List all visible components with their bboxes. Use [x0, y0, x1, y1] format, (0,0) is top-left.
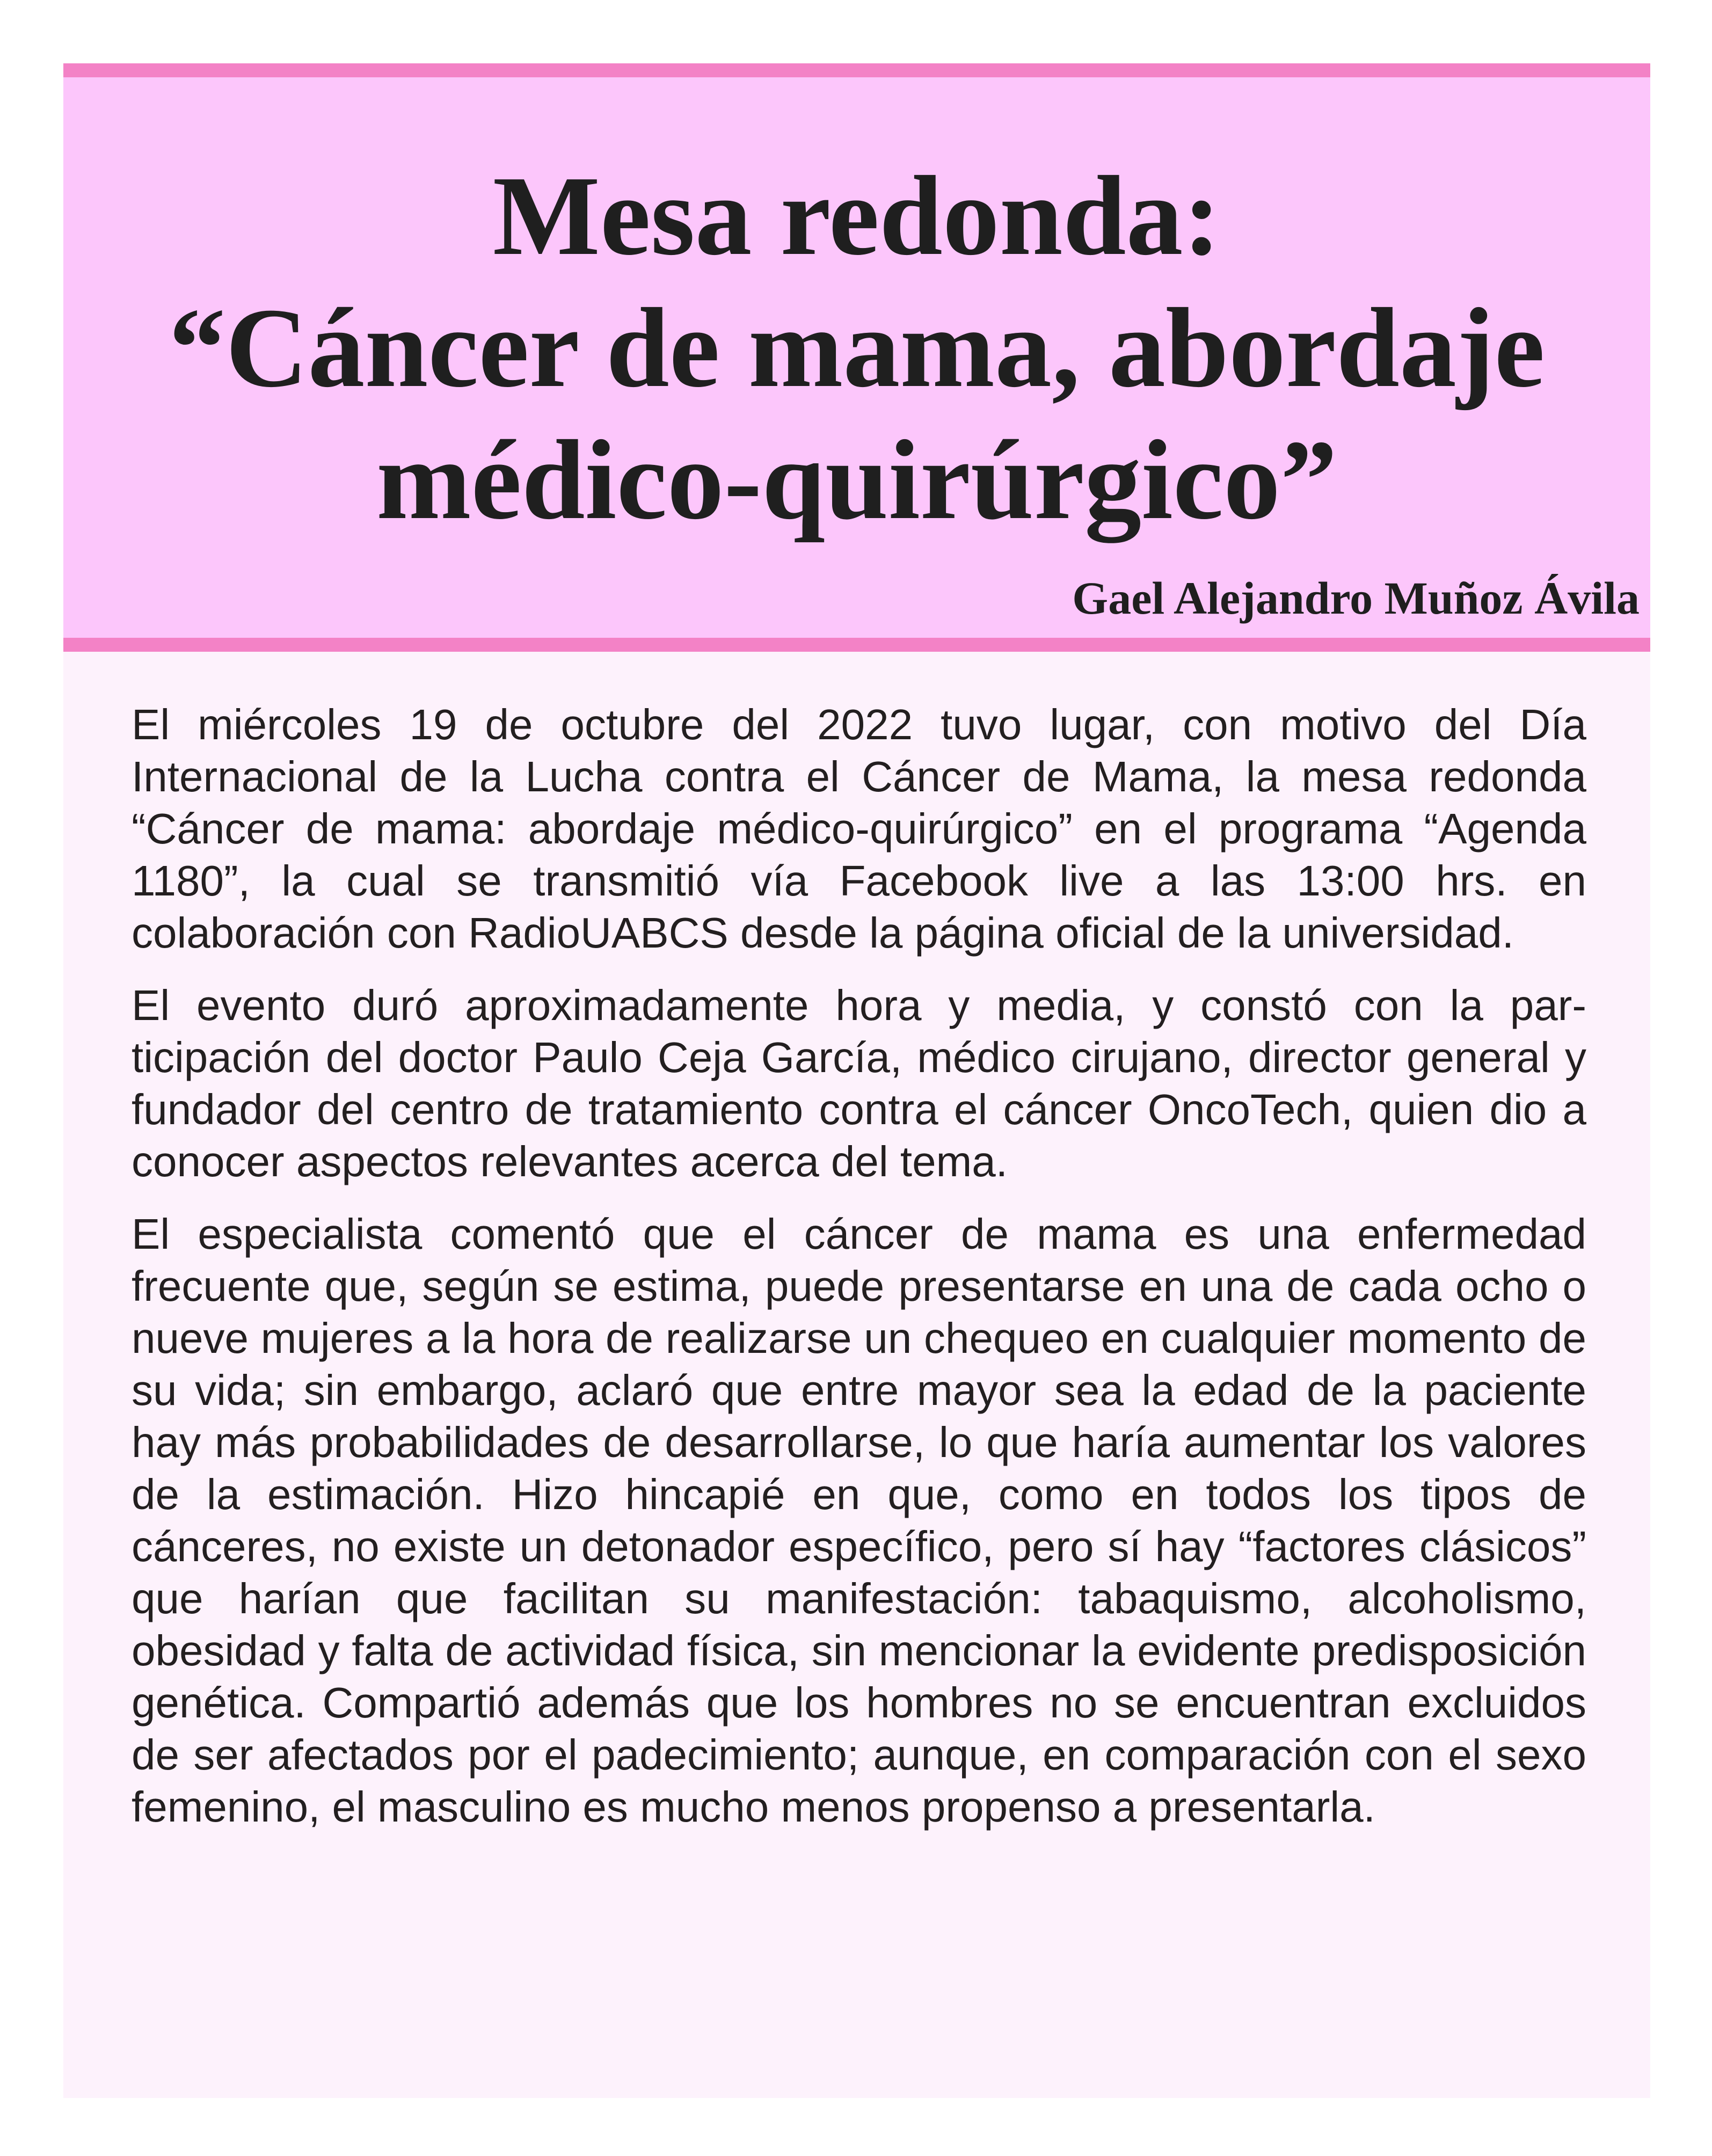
article-body [132, 698, 1586, 1853]
top-divider [63, 63, 1650, 77]
article-page [63, 63, 1650, 2098]
author-byline: Gael Alejandro Muñoz Ávila [1072, 572, 1640, 624]
title-banner [63, 77, 1650, 638]
paragraph: El miércoles 19 de octubre del 2022 tuvo lugar, con motivo del Día Internacional de la Lucha contra el Cáncer de Mama, la mesa redonda “Cáncer de mama: abordaje médico-quirúrgico” en el programa “Agenda 1180”, la cual se transmitió vía Facebook live a las 13:00 hrs. en colaboración con RadioUABCS desde la página oficial de la universidad. [132, 701, 1586, 957]
title-line: médico-quirúrgico” [376, 417, 1337, 543]
article-title [63, 150, 1650, 546]
bottom-divider [63, 638, 1650, 652]
paragraph: El evento duró aproximadamente hora y media, y constó con la participación del doctor Paulo Ceja García, médico cirujano, director general y fundador del centro de tratamiento contra el cáncer OncoTech, quien dio a conocer aspectos relevantes acerca del tema. [132, 981, 1586, 1185]
title-line: Mesa redonda: [492, 152, 1221, 279]
paragraph: El especialista comentó que el cáncer de mama es una enfermedad frecuente que, según se estima, puede presentarse en una de cada ocho o nueve mujeres a la hora de realizarse un chequeo en cualquier momento de su vida; sin embargo, aclaró que entre mayor sea la edad de la paciente hay más probabilidades de desarrollarse, lo que haría aumentar los valores de la estimación. Hizo hincapié en que, como en todos los tipos de cánceres, no existe un detonador específico, pero sí hay “factores clásicos” que harían que facilitan su manifestación: tabaquismo, alcoholismo, obesidad y falta de actividad física, sin mencionar la evidente predisposición genética. Compartió además que los hombres no se encuentran excluidos de ser afectados por el padecimiento; aunque, en comparación con el sexo femenino, el masculino es mucho menos propenso a presentarla. [132, 1210, 1586, 1831]
title-line: “Cáncer de mama, abordaje [169, 285, 1545, 411]
